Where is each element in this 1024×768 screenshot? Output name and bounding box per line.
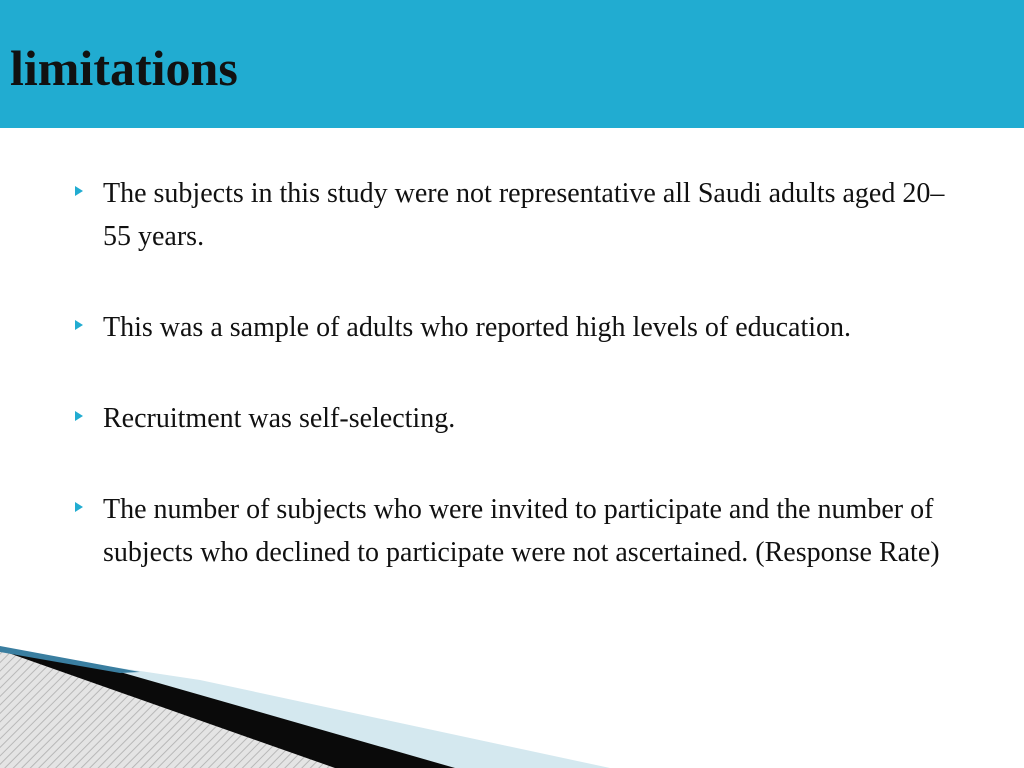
bullet-item	[75, 172, 955, 258]
bullet-item	[75, 397, 955, 440]
hatched-wedge	[0, 648, 470, 768]
bullet-arrow-icon	[75, 320, 83, 330]
bullet-text: Recruitment was self-selecting.	[103, 403, 456, 434]
bullet-arrow-icon	[75, 502, 83, 512]
bullet-arrow-icon	[75, 411, 83, 421]
bullet-text: This was a sample of adults who reported high levels of education.	[103, 312, 852, 343]
bullet-text: The number of subjects who were invited to participate and the number of subjects who declined to participate were not ascertained. (Response Rate)	[103, 494, 940, 568]
light-blue-swoosh	[0, 650, 610, 768]
title-bar	[0, 0, 1024, 128]
black-swoosh	[0, 650, 455, 768]
bullet-arrow-icon	[75, 186, 83, 196]
teal-edge-stripe	[0, 646, 140, 673]
bullet-text: The subjects in this study were not representative all Saudi adults aged 20–55 years.	[103, 178, 945, 252]
slide-title: limitations	[10, 40, 238, 96]
bullet-item	[75, 488, 955, 574]
bullet-list	[75, 172, 955, 622]
bullet-item	[75, 306, 955, 349]
